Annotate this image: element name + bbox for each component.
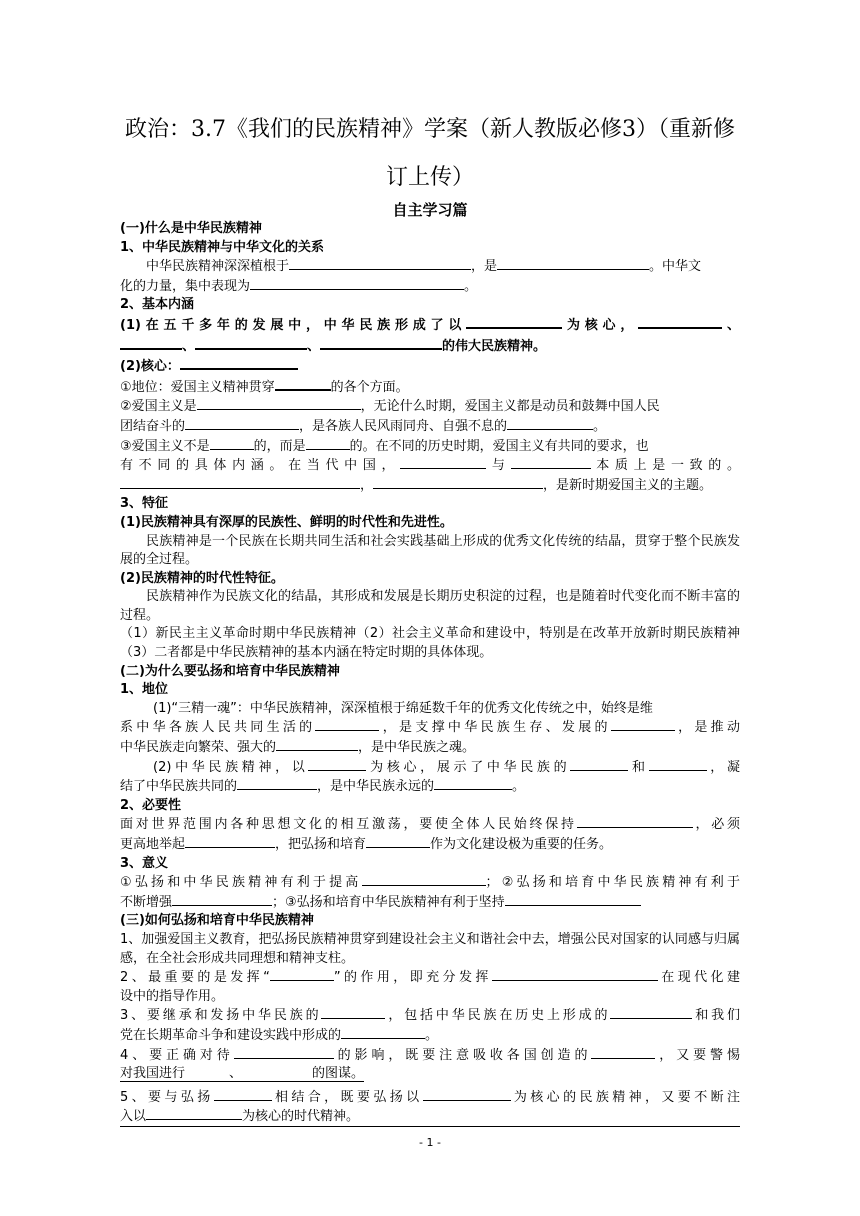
paragraph: 中华民族精神深深植根于 ，是 。中华文 (146, 259, 702, 275)
fill-blank[interactable] (185, 835, 275, 848)
fill-blank[interactable] (275, 377, 331, 391)
fill-blank[interactable] (270, 968, 334, 981)
fill-blank[interactable] (466, 315, 562, 329)
fill-blank[interactable] (591, 1046, 655, 1059)
paragraph: （1）新民主主义革命时期中华民族精神（2）社会主义革命和建设中，特别是在改革开放新时期民族精神（3）二者都是中华民族精神的基本内涵在特定时期的具体体现。 (120, 626, 740, 661)
fill-blank[interactable] (234, 1046, 334, 1059)
fill-blank[interactable] (250, 277, 464, 290)
content (120, 220, 740, 1127)
paragraph: 有不同的具体内涵。在当代中国， 与 本质上是一致的。 (120, 458, 740, 474)
paragraph: 不断增强 ；③弘扬和培育中华民族精神有利于坚持 (120, 893, 740, 913)
fill-blank[interactable] (185, 417, 299, 430)
paragraph: 1、加强爱国主义教育，把弘扬民族精神贯穿到建设社会主义和谐社会中去，增强公民对国家的认同感与归属感，在全社会形成共同理想和精神支柱。 (120, 931, 740, 966)
fill-blank[interactable] (120, 476, 360, 489)
paragraph: 对我国进行 、 的图谋。 (120, 1066, 365, 1082)
paragraph: 、 、 的伟大民族精神。 (120, 336, 740, 357)
subheading: 1、地位 (120, 682, 169, 698)
paragraph: 结了中华民族共同的 ，是中华民族永远的 。 (120, 779, 526, 795)
fill-blank[interactable] (507, 417, 593, 430)
paragraph: (2)民族精神的时代性特征。 (120, 570, 284, 586)
paragraph: 5、要与弘扬 相结合，既要弘扬以 为核心的民族精神，又要不断注 (120, 1089, 740, 1105)
fill-blank[interactable] (146, 1107, 242, 1120)
fill-blank[interactable] (423, 1088, 511, 1101)
fill-blank[interactable] (289, 257, 471, 270)
paragraph: ③爱国主义不是 的，而是 的。在不同的历史时期，爱国主义有共同的要求，也 (120, 438, 649, 454)
paragraph: 民族精神作为民族文化的结晶，其形成和发展是长期历史积淀的过程，也是随着时代变化而不断丰富的过程。 (120, 589, 740, 623)
footer-divider (120, 1126, 740, 1127)
paragraph: ①弘扬和中华民族精神有利于提高 ；②弘扬和培育中华民族精神有利于 (120, 875, 740, 891)
heading: (一)什么是中华民族精神 (120, 221, 262, 236)
paragraph: 入以 为核心的时代精神。 (120, 1109, 360, 1125)
heading: (三)如何弘扬和培育中华民族精神 (120, 913, 314, 929)
fill-blank[interactable] (276, 738, 358, 751)
subheading: 1、中华民族精神与中华文化的关系 (120, 239, 325, 255)
heading: (二)为什么要弘扬和培育中华民族精神 (120, 663, 340, 679)
section-title: 自主学习篇 (392, 201, 468, 219)
fill-blank[interactable] (306, 437, 350, 450)
fill-blank[interactable] (577, 815, 693, 828)
fill-blank[interactable] (434, 777, 512, 790)
fill-blank[interactable] (497, 257, 649, 270)
page-number: - 1 - (419, 1136, 441, 1149)
fill-blank[interactable] (570, 758, 628, 771)
paragraph: ①地位：爱国主义精神贯穿 的各个方面。 (120, 377, 740, 398)
fill-blank[interactable] (341, 1026, 425, 1039)
fill-blank[interactable] (492, 968, 658, 981)
paragraph: 党在长期革命斗争和建设实践中形成的 。 (120, 1027, 439, 1043)
paragraph: (1)民族精神具有深厚的民族性、鲜明的时代性和先进性。 (120, 514, 453, 530)
paragraph: 面对世界范围内各种思想文化的相互激荡，要使全体人民始终保持 ，必须 (120, 817, 740, 833)
paragraph: 系中华各族人民共同生活的 ，是支撑中华民族生存、发展的 ，是推动 (120, 720, 740, 736)
fill-blank[interactable] (649, 758, 707, 771)
paragraph: ， ，是新时期爱国主义的主题。 (120, 476, 740, 496)
fill-blank[interactable] (610, 1006, 692, 1019)
fill-blank[interactable] (638, 315, 722, 329)
paragraph: ②爱国主义是 ，无论什么时期，爱国主义都是动员和鼓舞中国人民 (120, 399, 660, 415)
subheading: 2、必要性 (120, 797, 182, 813)
fill-blank[interactable] (180, 356, 298, 370)
paragraph: 2、最重要的是发挥“ ”的作用，即充分发挥 在现代化建 (120, 970, 740, 986)
fill-blank[interactable] (373, 476, 543, 489)
fill-blank[interactable] (195, 336, 307, 350)
fill-blank[interactable] (172, 893, 272, 906)
fill-blank[interactable] (197, 397, 361, 410)
paragraph: 4、要正确对待 的影响，既要注意吸收各国创造的 ，又要警惕 (120, 1047, 740, 1063)
fill-blank[interactable] (214, 1088, 272, 1101)
subheading: 3、特征 (120, 496, 169, 512)
fill-blank[interactable] (611, 718, 675, 731)
fill-blank[interactable] (210, 437, 254, 450)
fill-blank[interactable] (362, 873, 486, 886)
paragraph: 3、要继承和发扬中华民族的 ，包括中华民族在历史上形成的 和我们 (120, 1008, 740, 1024)
paragraph: 团结奋斗的 ，是各族人民风雨同舟、自强不息的 。 (120, 418, 607, 434)
paragraph: 化的力量，集中表现为 。 (120, 278, 478, 294)
paragraph: 民族精神是一个民族在长期共同生活和社会实践基础上形成的优秀文化传统的结晶，贯穿于整个民族发展的全过程。 (120, 533, 740, 568)
subheading: 2、基本内涵 (120, 297, 195, 313)
paragraph: (1)“三精一魂”：中华民族精神，深深植根于绵延数千年的优秀文化传统之中，始终是维 (153, 700, 653, 716)
fill-blank[interactable] (505, 893, 641, 906)
fill-blank[interactable] (400, 456, 486, 469)
subheading: 3、意义 (120, 855, 169, 871)
fill-blank[interactable] (308, 758, 366, 771)
fill-blank[interactable] (237, 777, 317, 790)
paragraph: (1)在五千多年的发展中，中华民族形成了以 为核心， 、 (120, 315, 740, 336)
fill-blank[interactable] (120, 336, 182, 350)
fill-blank[interactable] (366, 835, 430, 848)
fill-blank[interactable] (320, 336, 442, 350)
paragraph: (2)中华民族精神，以 为核心，展示了中华民族的 和 ，凝 (153, 759, 740, 775)
paragraph: 中华民族走向繁荣、强大的 ，是中华民族之魂。 (120, 740, 476, 756)
paragraph: 设中的指导作用。 (120, 988, 225, 1004)
fill-blank[interactable] (511, 456, 591, 469)
paragraph: (2)核心： (120, 356, 740, 377)
fill-blank[interactable] (315, 718, 379, 731)
document-title: 政治：3.7《我们的民族精神》学案（新人教版必修3）（重新修 订上传） (125, 117, 735, 190)
paragraph: 更高地举起 ，把弘扬和培育 作为文化建设极为重要的任务。 (120, 837, 613, 852)
fill-blank[interactable] (321, 1006, 385, 1019)
